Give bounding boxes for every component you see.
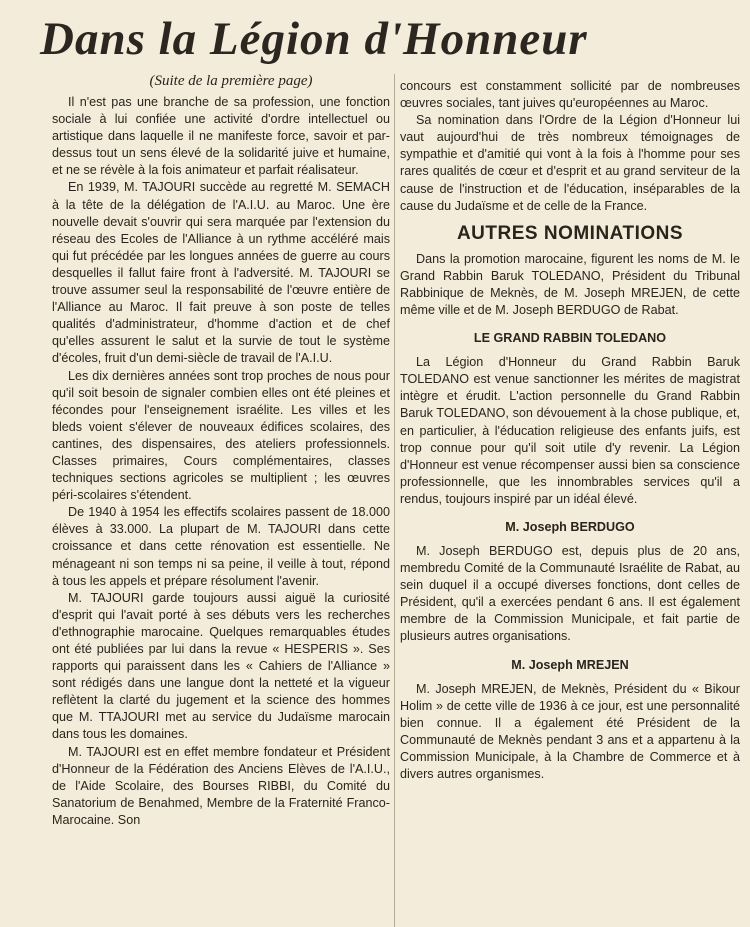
paragraph: Sa nomination dans l'Ordre de la Légion d'Honneur lui vaut aujourd'hui de très nombreux témoignages de sympathie et d'amitié qui vont à la fois à l'homme pour ses rares qualités de cœur et d'esprit et au grand serviteur de la cause de l'instruction et de l'éducation, inséparables de la cause du Judaïsme et de celle de la France. — [400, 113, 740, 213]
paragraph: En 1939, M. TAJOURI succède au regretté M. SEMACH à la tête de la délégation de l'A.I.U. au Maroc. Une ère nouvelle devait s'ouvrir qui sera marquée par l'extension du réseau des Ecoles de l'Alliance à un rythme accéléré mais qui fut précédée par les longues années de guerre au cours desquelles il fallut faire front à l'adversité. M. TAJOURI se trouve assumer seul la responsabilité de l'œuvre entière de l'Alliance au Maroc. Il fait preuve à son poste de telles qualités d'administrateur, d'homme d'action et de chef qu'elles assurent le salut et la survie de tout le système d'écoles, fruit d'un demi-siècle de travail de l'A.I.U. — [52, 180, 390, 366]
paragraph: M. TAJOURI garde toujours aussi aiguë la curiosité d'esprit qui l'avait porté à ses débuts vers les recherches d'ethnographie marocaine. Quelques remarquables études ont été publiées par lui dans la revue « HESPERIS ». Ses rapports qui paraissent dans les « Cahiers de l'Alliance » sont rédigés dans une langue dont la netteté et la vigueur reflètent la clarté du jugement et la science des hommes que M. TTAJOURI met au service du Judaïsme marocain dans tous les domaines. — [52, 590, 390, 742]
column-divider — [394, 74, 395, 927]
left-column — [52, 70, 390, 927]
paragraph: M. Joseph BERDUGO est, depuis plus de 20 ans, membredu Comité de la Communauté Israélite de Rabat, au sein duquel il a occupé diverses fonctions, dont celles de Président, qu'il a exercées pendant 6 ans. Il est également membre de la Commission Municipale, et fait partie de plusieurs autres organisations. — [400, 543, 740, 644]
paragraph: concours est constamment sollicité par de nombreuses œuvres sociales, tant juives qu'européennes au Maroc. — [400, 79, 740, 111]
paragraph: La Légion d'Honneur du Grand Rabbin Baruk TOLEDANO est venue sanctionner les mérites de magistrat intègre et érudit. L'action personnelle du Grand Rabbin Baruk TOLEDANO, son dévouement à la chose publique, et, en particulier, à l'éducation religieuse des enfants juifs, est trop connue pour qu'il soit utile d'y revenir. La Légion d'Honneur est venue récompenser aussi bien sa conscience professionnelle, que les innombrables services qu'il a rendus, toujours inspiré par un idéal élevé. — [400, 355, 740, 506]
right-column — [400, 78, 740, 927]
section-title: AUTRES NOMINATIONS — [456, 222, 684, 244]
paragraph: Les dix dernières années sont trop proches de nous pour qu'il soit besoin de signaler combien elles ont été pleines et fécondes pour l'enseignement israélite. Les villes et les bleds voient s'élever de nouveaux édifices scolaires, des cantines, des dispensaires, des ateliers professionnels. Classes primaires, Cours complémentaires, classes techniques sections agricoles se multiplient ; les œuvres péri-scolaires s'étendent. — [52, 368, 390, 503]
paragraph: De 1940 à 1954 les effectifs scolaires passent de 18.000 élèves à 33.000. La plupart de M. TAJOURI dans cette croissance et dans cette rénovation est essentielle. Ne ménageant ni son temps ni sa peine, il veille à tout, répond à tous les appels et prépare résolument l'avenir. — [52, 505, 390, 588]
subsection-title: M. Joseph BERDUGO — [505, 519, 635, 534]
paragraph: Dans la promotion marocaine, figurent les noms de M. le Grand Rabbin Baruk TOLEDANO, Président du Tribunal Rabbinique de Meknès, de M. Joseph MREJEN, de cette même ville et de M. Joseph BERDUGO de Rabat. — [400, 251, 740, 318]
subsection-title: M. Joseph MREJEN — [511, 657, 629, 672]
paragraph: M. TAJOURI est en effet membre fondateur et Président d'Honneur de la Fédération des Anciens Elèves de l'A.I.U., de l'Aide Scolaire, des Bourses RIBBI, du Comité du Sanatorium de Benahmed, Membre de la Fraternité Franco-Marocaine. Son — [52, 744, 390, 827]
continuation-note: (Suite de la première page) — [149, 73, 313, 89]
paragraph: Il n'est pas une branche de sa profession, une fonction sociale à lui confiée une activité d'ordre intellectuel ou artistique dans laquelle il ne manifeste force, savoir et par-dessus tout un sens élevé de la solidarité juive et humaine, et ne se révèle à la fois animateur et parfait réalisateur. — [52, 95, 390, 178]
paragraph: M. Joseph MREJEN, de Meknès, Président du « Bikour Holim » de cette ville de 1936 à ce jour, est une personnalité bien connue. Il a également été Président de la Communauté de Meknès pendant 3 ans et a appartenu à la Commission Municipale, à la Chambre de Commerce et à divers autres organismes. — [400, 681, 740, 781]
headline: Dans la Légion d'Honneur — [40, 13, 588, 65]
subsection-title: LE GRAND RABBIN TOLEDANO — [473, 331, 667, 346]
